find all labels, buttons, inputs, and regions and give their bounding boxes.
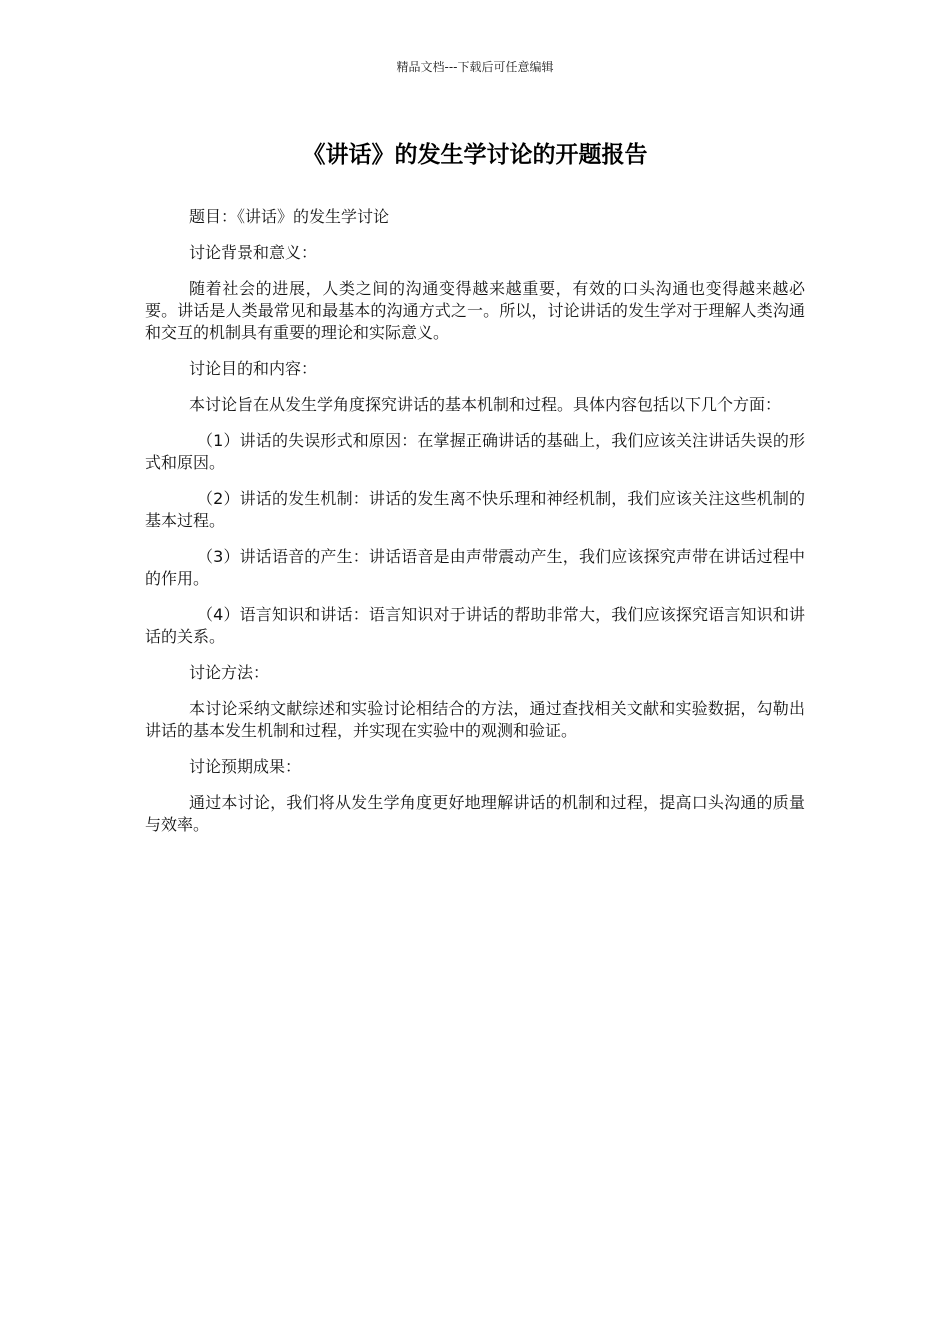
content-item-2: （2）讲话的发生机制：讲话的发生离不快乐理和神经机制，我们应该关注这些机制的基本过程。: [145, 489, 805, 530]
document-title: 《讲话》的发生学讨论的开题报告: [302, 142, 648, 168]
method-paragraph: 本讨论采纳文献综述和实验讨论相结合的方法，通过查找相关文献和实验数据，勾勒出讲话的基本发生机制和过程，并实现在实验中的观测和验证。: [145, 699, 805, 740]
content-item-1: （1）讲话的失误形式和原因：在掌握正确讲话的基础上，我们应该关注讲话失误的形式和原因。: [145, 431, 805, 472]
purpose-heading: 讨论目的和内容：: [189, 359, 318, 378]
content-item-4: （4）语言知识和讲话：语言知识对于讲话的帮助非常大，我们应该探究语言知识和讲话的关系。: [145, 605, 805, 646]
outcome-heading: 讨论预期成果：: [189, 757, 302, 776]
topic-line: 题目：《讲话》的发生学讨论: [189, 207, 390, 226]
outcome-paragraph: 通过本讨论，我们将从发生学角度更好地理解讲话的机制和过程，提高口头沟通的质量与效率。: [145, 793, 805, 834]
method-heading: 讨论方法：: [189, 663, 270, 682]
document-body: [145, 206, 805, 850]
background-heading: 讨论背景和意义：: [189, 243, 318, 262]
content-item-3: （3）讲话语音的产生：讲话语音是由声带震动产生，我们应该探究声带在讲话过程中的作用。: [145, 547, 805, 588]
background-paragraph: 随着社会的进展，人类之间的沟通变得越来越重要，有效的口头沟通也变得越来越必要。讲话是人类最常见和最基本的沟通方式之一。所以，讨论讲话的发生学对于理解人类沟通和交互的机制具有重要的理论和实际意义。: [145, 279, 805, 342]
page-header-note: 精品文档---下载后可任意编辑: [396, 60, 554, 74]
purpose-paragraph: 本讨论旨在从发生学角度探究讲话的基本机制和过程。具体内容包括以下几个方面：: [189, 395, 782, 414]
